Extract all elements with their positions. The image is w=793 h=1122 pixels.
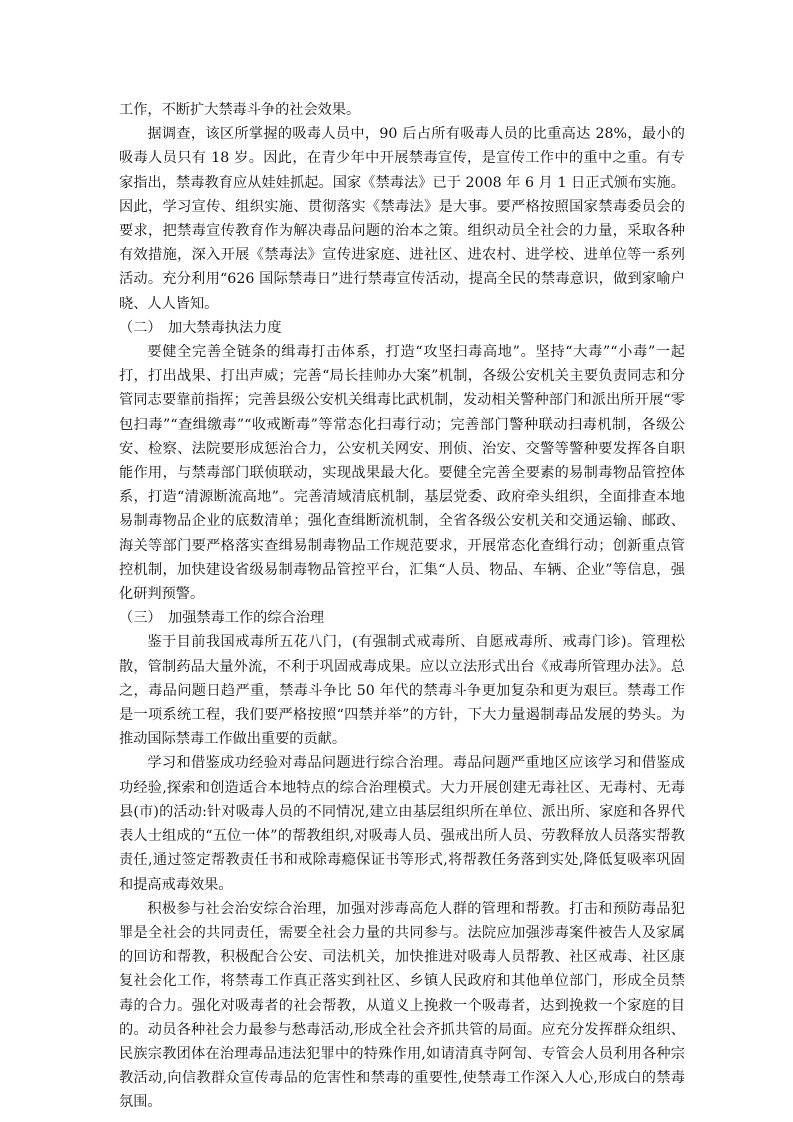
paragraph-continuation: 工作，不断扩大禁毒斗争的社会效果。 xyxy=(119,102,361,118)
section-number: （三） xyxy=(119,610,162,627)
section-heading-3 xyxy=(119,606,685,630)
paragraph-survey: 据调查，该区所掌握的吸毒人员中，90 后占所有吸毒人员的比重高达 28%，最小的吸毒人员只有 18 岁。因此，在青少年中开展禁毒宣传，是宣传工作中的重中之重。有专家指出，禁毒教育应从娃娃抓起。国家《禁毒法》已于 2008 年 6 月 1 日正式颁布实施。因此，学习宣传、组织实施、贯彻落实《禁毒法》是大事。要严格按照国家禁毒委员会的要求，把禁毒宣传教育作为解决毒品问题的治本之策。组织动员全社会的力量，采取各种有效措施，深入开展《禁毒法》宣传进家庭、进社区、进农村、进学校、进单位等一系列活动。充分利用“626 国际禁毒日”进行禁毒宣传活动，提高全民的禁毒意识，做到家喻户晓、人人皆知。 xyxy=(119,126,685,312)
section-number: （二） xyxy=(119,319,162,336)
paragraph-enforcement: 要健全完善全链条的缉毒打击体系，打造“攻坚扫毒高地”。坚持“大毒”“小毒”一起打，打出战果、打出声威；完善“局长挂帅办大案”机制，各级公安机关主要负责同志和分管同志要靠前指挥；完善县级公安机关缉毒比武机制，发动相关警种部门和派出所开展“零包扫毒”“查缉缴毒”“收戒断毒”等常态化扫毒行动；完善部门警种联动扫毒机制，各级公安、检察、法院要形成惩治合力，公安机关网安、刑侦、治安、交警等警种要发挥各自职能作用，与禁毒部门联侦联动，实现战果最大化。要健全完善全要素的易制毒物品管控体系，打造“清源断流高地”。完善清域清底机制，基层党委、政府牵头组织，全面排查本地易制毒物品企业的底数清单；强化查缉断流机制，全省各级公安机关和交通运输、邮政、海关等部门要严格落实查缉易制毒物品工作规范要求，开展常态化查缉行动；创新重点管控机制，加快建设省级易制毒物品管控平台，汇集“人员、物品、车辆、企业”等信息，强化研判预警。 xyxy=(119,344,685,603)
paragraph-rehab-centers: 鉴于目前我国戒毒所五花八门，(有强制式戒毒所、自愿戒毒所、戒毒门诊)。管理松散，管制药品大量外流，不利于巩固戒毒成果。应以立法形式出台《戒毒所管理办法》。总之，毒品问题日趋严重，禁毒斗争比 50 年代的禁毒斗争更加复杂和更为艰巨。禁毒工作是一项系统工程，我们要严格按照“四禁并举”的方针，下大力量遏制毒品发展的势头。为推动国际禁毒工作做出重要的贡献。 xyxy=(119,634,685,748)
section-title: 加强禁毒工作的综合治理 xyxy=(168,610,325,627)
document-body xyxy=(119,98,685,1115)
section-title: 加大禁毒执法力度 xyxy=(168,319,282,336)
paragraph-social-governance: 积极参与社会治安综合治理，加强对涉毒高危人群的管理和帮教。打击和预防毒品犯罪是全社会的共同责任，需要全社会力量的共同参与。法院应加强涉毒案件被告人及家属的回访和帮教，积极配合公安、司法机关，加快推进对吸毒人员帮教、社区戒毒、社区康复社会化工作，将禁毒工作真正落实到社区、乡镇人民政府和其他单位部门，形成全员禁毒的合力。强化对吸毒者的社会帮教，从道义上挽救一个吸毒者，达到挽救一个家庭的目的。动员各种社会力最参与愁毒活动,形成全社会齐抓共管的局面。应充分发挥群众组织、民族宗教团体在治理毒品违法犯罪中的特殊作用,如请清真寺阿訇、专管会人员利用各种宗教活动,向信教群众宣传毒品的危害性和禁毒的重要性,使禁毒工作深入人心,形成白的禁毒氛围。 xyxy=(119,900,685,1111)
paragraph-experience: 学习和借鉴成功经验对毒品问题进行综合治理。毒品问题严重地区应该学习和借鉴成功经验,探索和创造适合本地特点的综合治理模式。大力开展创建无毒社区、无毒村、无毒县(市)的活动:针对吸毒人员的不同情况,建立由基层组织所在单位、派出所、家庭和各界代表人士组成的“五位一体”的帮教组织,对吸毒人员、强戒出所人员、劳教释放人员落实帮教责任,通过签定帮教责任书和戒除毒瘾保证书等形式,将帮教任务落到实处,降低复吸率巩固和提高戒毒效果。 xyxy=(119,755,685,893)
section-heading-2 xyxy=(119,316,685,340)
